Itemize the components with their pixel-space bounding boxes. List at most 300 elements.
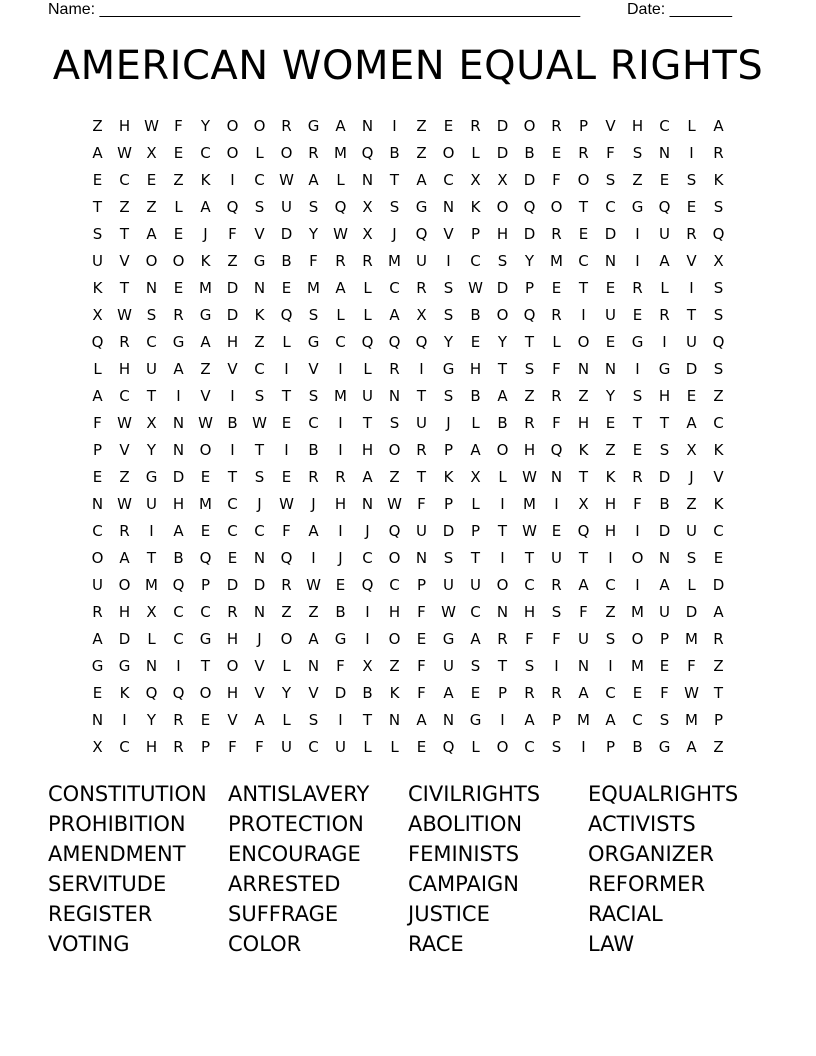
grid-letter[interactable]: E	[281, 468, 292, 486]
grid-letter[interactable]: V	[713, 468, 724, 486]
grid-letter[interactable]: S	[470, 657, 481, 675]
grid-letter[interactable]: V	[254, 225, 265, 243]
grid-letter[interactable]: O	[91, 549, 104, 567]
grid-letter[interactable]: T	[281, 387, 292, 405]
grid-letter[interactable]: Q	[388, 522, 401, 540]
grid-letter[interactable]: D	[442, 522, 455, 540]
grid-letter[interactable]: N	[658, 144, 671, 162]
grid-letter[interactable]: I	[635, 576, 640, 594]
grid-letter[interactable]: T	[524, 333, 535, 351]
grid-letter[interactable]: Z	[389, 468, 400, 486]
grid-letter[interactable]: Z	[146, 198, 157, 216]
grid-letter[interactable]: C	[173, 630, 184, 648]
grid-letter[interactable]: Z	[200, 360, 211, 378]
grid-letter[interactable]: R	[713, 144, 724, 162]
grid-letter[interactable]: Q	[280, 549, 293, 567]
grid-letter[interactable]: H	[388, 603, 401, 621]
grid-letter[interactable]: G	[199, 306, 212, 324]
grid-letter[interactable]: O	[496, 441, 509, 459]
grid-letter[interactable]: E	[281, 414, 292, 432]
grid-letter[interactable]: I	[662, 333, 667, 351]
grid-letter[interactable]: Y	[497, 333, 508, 351]
grid-letter[interactable]: K	[254, 306, 265, 324]
grid-letter[interactable]: B	[659, 495, 670, 513]
grid-letter[interactable]: A	[686, 414, 697, 432]
grid-letter[interactable]: Z	[416, 117, 427, 135]
grid-letter[interactable]: E	[470, 684, 481, 702]
grid-letter[interactable]: X	[146, 144, 157, 162]
grid-letter[interactable]: H	[226, 684, 239, 702]
grid-letter[interactable]: J	[257, 495, 262, 513]
grid-letter[interactable]: H	[523, 603, 536, 621]
grid-letter[interactable]: H	[631, 117, 644, 135]
grid-letter[interactable]: M	[388, 252, 401, 270]
grid-letter[interactable]: A	[659, 576, 670, 594]
date-field-label[interactable]: Date: _______	[627, 1, 732, 18]
grid-letter[interactable]: H	[523, 441, 536, 459]
grid-letter[interactable]: I	[338, 522, 343, 540]
grid-letter[interactable]: S	[524, 657, 535, 675]
grid-letter[interactable]: R	[119, 333, 130, 351]
grid-letter[interactable]: N	[604, 252, 617, 270]
grid-letter[interactable]: R	[551, 117, 562, 135]
grid-letter[interactable]: O	[199, 684, 212, 702]
grid-letter[interactable]: C	[605, 684, 616, 702]
grid-letter[interactable]: P	[92, 441, 103, 459]
grid-letter[interactable]: G	[91, 657, 104, 675]
grid-letter[interactable]: C	[389, 576, 400, 594]
grid-letter[interactable]: E	[578, 225, 589, 243]
grid-letter[interactable]: N	[91, 495, 104, 513]
grid-letter[interactable]: A	[335, 117, 346, 135]
grid-letter[interactable]: L	[390, 738, 399, 756]
grid-letter[interactable]: P	[551, 711, 562, 729]
grid-letter[interactable]: F	[282, 522, 291, 540]
grid-letter[interactable]: I	[554, 657, 559, 675]
grid-letter[interactable]: I	[392, 117, 397, 135]
grid-letter[interactable]: J	[689, 468, 694, 486]
grid-letter[interactable]: O	[496, 576, 509, 594]
grid-letter[interactable]: O	[118, 576, 131, 594]
grid-letter[interactable]: T	[524, 549, 535, 567]
grid-letter[interactable]: X	[146, 603, 157, 621]
grid-letter[interactable]: W	[144, 117, 159, 135]
grid-letter[interactable]: Z	[605, 441, 616, 459]
grid-letter[interactable]: D	[118, 630, 131, 648]
grid-letter[interactable]: H	[145, 738, 158, 756]
grid-letter[interactable]: H	[658, 387, 671, 405]
grid-letter[interactable]: W	[522, 468, 537, 486]
grid-letter[interactable]: G	[658, 738, 671, 756]
grid-letter[interactable]: I	[230, 387, 235, 405]
grid-letter[interactable]: C	[119, 171, 130, 189]
grid-letter[interactable]: I	[689, 279, 694, 297]
grid-letter[interactable]: X	[92, 306, 103, 324]
grid-letter[interactable]: X	[362, 657, 373, 675]
grid-letter[interactable]: S	[551, 738, 562, 756]
grid-letter[interactable]: M	[199, 495, 212, 513]
grid-letter[interactable]: H	[226, 333, 239, 351]
grid-letter[interactable]: X	[146, 414, 157, 432]
letter-grid[interactable]	[84, 113, 732, 761]
grid-letter[interactable]: I	[581, 306, 586, 324]
grid-letter[interactable]: I	[635, 225, 640, 243]
grid-letter[interactable]: D	[658, 468, 671, 486]
grid-letter[interactable]: T	[497, 360, 508, 378]
grid-letter[interactable]: Q	[226, 198, 239, 216]
grid-letter[interactable]: C	[362, 549, 373, 567]
grid-letter[interactable]: U	[659, 603, 670, 621]
grid-letter[interactable]: L	[471, 495, 480, 513]
grid-letter[interactable]: S	[686, 171, 697, 189]
grid-letter[interactable]: E	[173, 225, 184, 243]
grid-letter[interactable]: E	[551, 279, 562, 297]
grid-letter[interactable]: M	[334, 144, 347, 162]
grid-letter[interactable]: Z	[389, 657, 400, 675]
grid-letter[interactable]: E	[443, 117, 454, 135]
grid-letter[interactable]: V	[254, 657, 265, 675]
grid-letter[interactable]: L	[336, 171, 345, 189]
grid-letter[interactable]: Y	[443, 333, 454, 351]
grid-letter[interactable]: I	[149, 522, 154, 540]
grid-letter[interactable]: P	[605, 738, 616, 756]
grid-letter[interactable]: C	[470, 252, 481, 270]
grid-letter[interactable]: W	[306, 576, 321, 594]
grid-letter[interactable]: D	[658, 522, 671, 540]
grid-letter[interactable]: R	[335, 252, 346, 270]
grid-letter[interactable]: D	[334, 684, 347, 702]
grid-letter[interactable]: E	[551, 522, 562, 540]
grid-letter[interactable]: R	[632, 468, 643, 486]
grid-letter[interactable]: M	[145, 576, 158, 594]
grid-letter[interactable]: F	[255, 738, 264, 756]
grid-letter[interactable]: D	[496, 117, 509, 135]
grid-letter[interactable]: Z	[713, 387, 724, 405]
grid-letter[interactable]: O	[631, 549, 644, 567]
grid-letter[interactable]: R	[173, 306, 184, 324]
grid-letter[interactable]: Z	[524, 387, 535, 405]
grid-letter[interactable]: J	[392, 225, 397, 243]
grid-letter[interactable]: H	[226, 630, 239, 648]
grid-letter[interactable]: Q	[415, 333, 428, 351]
grid-letter[interactable]: X	[497, 171, 508, 189]
grid-letter[interactable]: U	[686, 333, 697, 351]
grid-letter[interactable]: R	[659, 306, 670, 324]
grid-letter[interactable]: L	[471, 738, 480, 756]
grid-letter[interactable]: L	[336, 306, 345, 324]
grid-letter[interactable]: O	[388, 441, 401, 459]
grid-letter[interactable]: I	[176, 387, 181, 405]
grid-letter[interactable]: D	[253, 576, 266, 594]
grid-letter[interactable]: A	[713, 117, 724, 135]
grid-letter[interactable]: F	[552, 360, 561, 378]
grid-letter[interactable]: T	[578, 549, 589, 567]
grid-letter[interactable]: Q	[577, 522, 590, 540]
grid-letter[interactable]: U	[686, 522, 697, 540]
grid-letter[interactable]: I	[230, 171, 235, 189]
name-field-label[interactable]: Name: ______________________________________________________	[48, 1, 581, 18]
grid-letter[interactable]: C	[308, 738, 319, 756]
grid-letter[interactable]: T	[119, 225, 130, 243]
grid-letter[interactable]: G	[253, 252, 266, 270]
grid-letter[interactable]: M	[685, 711, 698, 729]
grid-letter[interactable]: Z	[92, 117, 103, 135]
grid-letter[interactable]: U	[578, 630, 589, 648]
grid-letter[interactable]: S	[713, 306, 724, 324]
grid-letter[interactable]: A	[92, 630, 103, 648]
grid-letter[interactable]: K	[605, 468, 616, 486]
grid-letter[interactable]: F	[606, 144, 615, 162]
grid-letter[interactable]: A	[173, 360, 184, 378]
grid-letter[interactable]: N	[496, 603, 509, 621]
grid-letter[interactable]: I	[230, 441, 235, 459]
grid-letter[interactable]: C	[308, 414, 319, 432]
grid-letter[interactable]: F	[309, 252, 318, 270]
grid-letter[interactable]: B	[389, 144, 400, 162]
grid-letter[interactable]: K	[119, 684, 130, 702]
grid-letter[interactable]: N	[145, 279, 158, 297]
grid-letter[interactable]: E	[632, 684, 643, 702]
grid-letter[interactable]: X	[470, 468, 481, 486]
grid-letter[interactable]: C	[335, 333, 346, 351]
grid-letter[interactable]: T	[578, 468, 589, 486]
grid-letter[interactable]: M	[631, 657, 644, 675]
grid-letter[interactable]: E	[605, 414, 616, 432]
grid-letter[interactable]: O	[280, 630, 293, 648]
grid-letter[interactable]: A	[146, 225, 157, 243]
grid-letter[interactable]: N	[388, 711, 401, 729]
grid-letter[interactable]: S	[659, 711, 670, 729]
grid-letter[interactable]: U	[281, 198, 292, 216]
grid-letter[interactable]: G	[307, 117, 320, 135]
grid-letter[interactable]: A	[308, 522, 319, 540]
grid-letter[interactable]: X	[686, 441, 697, 459]
grid-letter[interactable]: I	[284, 441, 289, 459]
grid-letter[interactable]: U	[605, 306, 616, 324]
grid-letter[interactable]: Y	[146, 441, 157, 459]
grid-letter[interactable]: S	[632, 387, 643, 405]
grid-letter[interactable]: N	[307, 657, 320, 675]
grid-letter[interactable]: X	[416, 306, 427, 324]
grid-letter[interactable]: C	[443, 171, 454, 189]
grid-letter[interactable]: F	[525, 630, 534, 648]
grid-letter[interactable]: T	[362, 711, 373, 729]
grid-letter[interactable]: Q	[361, 576, 374, 594]
grid-letter[interactable]: S	[713, 360, 724, 378]
grid-letter[interactable]: I	[635, 360, 640, 378]
grid-letter[interactable]: V	[605, 117, 616, 135]
grid-letter[interactable]: N	[253, 549, 266, 567]
grid-letter[interactable]: E	[281, 279, 292, 297]
grid-letter[interactable]: X	[362, 225, 373, 243]
grid-letter[interactable]: R	[281, 576, 292, 594]
grid-letter[interactable]: E	[470, 333, 481, 351]
grid-letter[interactable]: A	[308, 171, 319, 189]
grid-letter[interactable]: U	[416, 414, 427, 432]
grid-letter[interactable]: E	[92, 684, 103, 702]
grid-letter[interactable]: S	[659, 441, 670, 459]
grid-letter[interactable]: A	[389, 306, 400, 324]
grid-letter[interactable]: C	[524, 738, 535, 756]
grid-letter[interactable]: G	[442, 630, 455, 648]
grid-letter[interactable]: U	[551, 549, 562, 567]
grid-letter[interactable]: F	[417, 684, 426, 702]
grid-letter[interactable]: F	[660, 684, 669, 702]
grid-letter[interactable]: S	[254, 387, 265, 405]
grid-letter[interactable]: C	[92, 522, 103, 540]
grid-letter[interactable]: U	[416, 252, 427, 270]
grid-letter[interactable]: E	[335, 576, 346, 594]
grid-letter[interactable]: O	[496, 198, 509, 216]
grid-letter[interactable]: I	[608, 549, 613, 567]
grid-letter[interactable]: B	[335, 603, 346, 621]
grid-letter[interactable]: A	[578, 684, 589, 702]
grid-letter[interactable]: L	[93, 360, 102, 378]
grid-letter[interactable]: F	[417, 603, 426, 621]
grid-letter[interactable]: Z	[632, 171, 643, 189]
grid-letter[interactable]: T	[416, 468, 427, 486]
grid-letter[interactable]: H	[118, 360, 131, 378]
grid-letter[interactable]: S	[443, 306, 454, 324]
grid-letter[interactable]: W	[441, 603, 456, 621]
grid-letter[interactable]: O	[172, 252, 185, 270]
grid-letter[interactable]: R	[308, 144, 319, 162]
grid-letter[interactable]: N	[442, 711, 455, 729]
grid-letter[interactable]: L	[660, 279, 669, 297]
grid-letter[interactable]: R	[362, 252, 373, 270]
grid-letter[interactable]: U	[92, 252, 103, 270]
grid-letter[interactable]: K	[92, 279, 103, 297]
grid-letter[interactable]: F	[336, 657, 345, 675]
grid-letter[interactable]: R	[497, 630, 508, 648]
grid-letter[interactable]: D	[523, 171, 536, 189]
grid-letter[interactable]: A	[470, 630, 481, 648]
grid-letter[interactable]: E	[416, 738, 427, 756]
grid-letter[interactable]: Q	[523, 306, 536, 324]
grid-letter[interactable]: N	[604, 360, 617, 378]
grid-letter[interactable]: O	[226, 657, 239, 675]
grid-letter[interactable]: P	[443, 495, 454, 513]
grid-letter[interactable]: A	[659, 252, 670, 270]
grid-letter[interactable]: Z	[605, 603, 616, 621]
grid-letter[interactable]: L	[552, 333, 561, 351]
grid-letter[interactable]: F	[417, 657, 426, 675]
grid-letter[interactable]: Q	[442, 738, 455, 756]
grid-letter[interactable]: O	[226, 117, 239, 135]
grid-letter[interactable]: L	[174, 198, 183, 216]
grid-letter[interactable]: X	[92, 738, 103, 756]
grid-letter[interactable]: R	[92, 603, 103, 621]
grid-letter[interactable]: N	[577, 657, 590, 675]
grid-letter[interactable]: N	[361, 117, 374, 135]
grid-letter[interactable]: F	[552, 414, 561, 432]
grid-letter[interactable]: T	[146, 387, 157, 405]
grid-letter[interactable]: D	[685, 603, 698, 621]
grid-letter[interactable]: W	[279, 495, 294, 513]
grid-letter[interactable]: D	[226, 279, 239, 297]
grid-letter[interactable]: B	[281, 252, 292, 270]
grid-letter[interactable]: L	[147, 630, 156, 648]
grid-letter[interactable]: Q	[280, 306, 293, 324]
grid-letter[interactable]: F	[579, 603, 588, 621]
grid-letter[interactable]: E	[632, 441, 643, 459]
grid-letter[interactable]: G	[631, 198, 644, 216]
grid-letter[interactable]: R	[119, 522, 130, 540]
grid-letter[interactable]: U	[362, 387, 373, 405]
grid-letter[interactable]: O	[577, 171, 590, 189]
grid-letter[interactable]: T	[200, 657, 211, 675]
grid-letter[interactable]: D	[604, 225, 617, 243]
grid-letter[interactable]: E	[659, 657, 670, 675]
grid-letter[interactable]: Z	[713, 738, 724, 756]
grid-letter[interactable]: I	[284, 360, 289, 378]
grid-letter[interactable]: Z	[686, 495, 697, 513]
grid-letter[interactable]: S	[551, 603, 562, 621]
grid-letter[interactable]: N	[253, 603, 266, 621]
grid-letter[interactable]: S	[308, 387, 319, 405]
grid-letter[interactable]: Q	[172, 684, 185, 702]
grid-letter[interactable]: E	[200, 711, 211, 729]
grid-letter[interactable]: M	[523, 495, 536, 513]
grid-letter[interactable]: C	[578, 252, 589, 270]
grid-letter[interactable]: B	[173, 549, 184, 567]
grid-letter[interactable]: O	[577, 333, 590, 351]
grid-letter[interactable]: G	[145, 468, 158, 486]
grid-letter[interactable]: R	[335, 468, 346, 486]
grid-letter[interactable]: V	[119, 252, 130, 270]
grid-letter[interactable]: J	[311, 495, 316, 513]
grid-letter[interactable]: U	[416, 522, 427, 540]
grid-letter[interactable]: E	[227, 549, 238, 567]
grid-letter[interactable]: A	[470, 441, 481, 459]
grid-letter[interactable]: I	[419, 360, 424, 378]
grid-letter[interactable]: Z	[713, 657, 724, 675]
grid-letter[interactable]: W	[117, 144, 132, 162]
grid-letter[interactable]: O	[145, 252, 158, 270]
grid-letter[interactable]: W	[387, 495, 402, 513]
grid-letter[interactable]: H	[469, 360, 482, 378]
grid-letter[interactable]: T	[713, 684, 724, 702]
grid-letter[interactable]: Y	[605, 387, 616, 405]
grid-letter[interactable]: A	[497, 387, 508, 405]
grid-letter[interactable]: U	[146, 495, 157, 513]
grid-letter[interactable]: Z	[119, 468, 130, 486]
grid-letter[interactable]: I	[500, 495, 505, 513]
grid-letter[interactable]: A	[335, 279, 346, 297]
grid-letter[interactable]: U	[470, 576, 481, 594]
grid-letter[interactable]: O	[631, 630, 644, 648]
grid-letter[interactable]: Q	[712, 225, 725, 243]
grid-letter[interactable]: R	[632, 279, 643, 297]
grid-letter[interactable]: T	[497, 522, 508, 540]
grid-letter[interactable]: M	[550, 252, 563, 270]
grid-letter[interactable]: T	[119, 279, 130, 297]
grid-letter[interactable]: G	[307, 333, 320, 351]
grid-letter[interactable]: X	[470, 171, 481, 189]
grid-letter[interactable]: M	[307, 279, 320, 297]
grid-letter[interactable]: Q	[523, 198, 536, 216]
grid-letter[interactable]: O	[496, 306, 509, 324]
grid-letter[interactable]: P	[713, 711, 724, 729]
grid-letter[interactable]: I	[365, 603, 370, 621]
grid-letter[interactable]: N	[361, 495, 374, 513]
grid-letter[interactable]: R	[713, 630, 724, 648]
grid-letter[interactable]: X	[713, 252, 724, 270]
grid-letter[interactable]: C	[173, 603, 184, 621]
grid-letter[interactable]: D	[496, 144, 509, 162]
grid-letter[interactable]: R	[173, 738, 184, 756]
grid-letter[interactable]: A	[416, 171, 427, 189]
